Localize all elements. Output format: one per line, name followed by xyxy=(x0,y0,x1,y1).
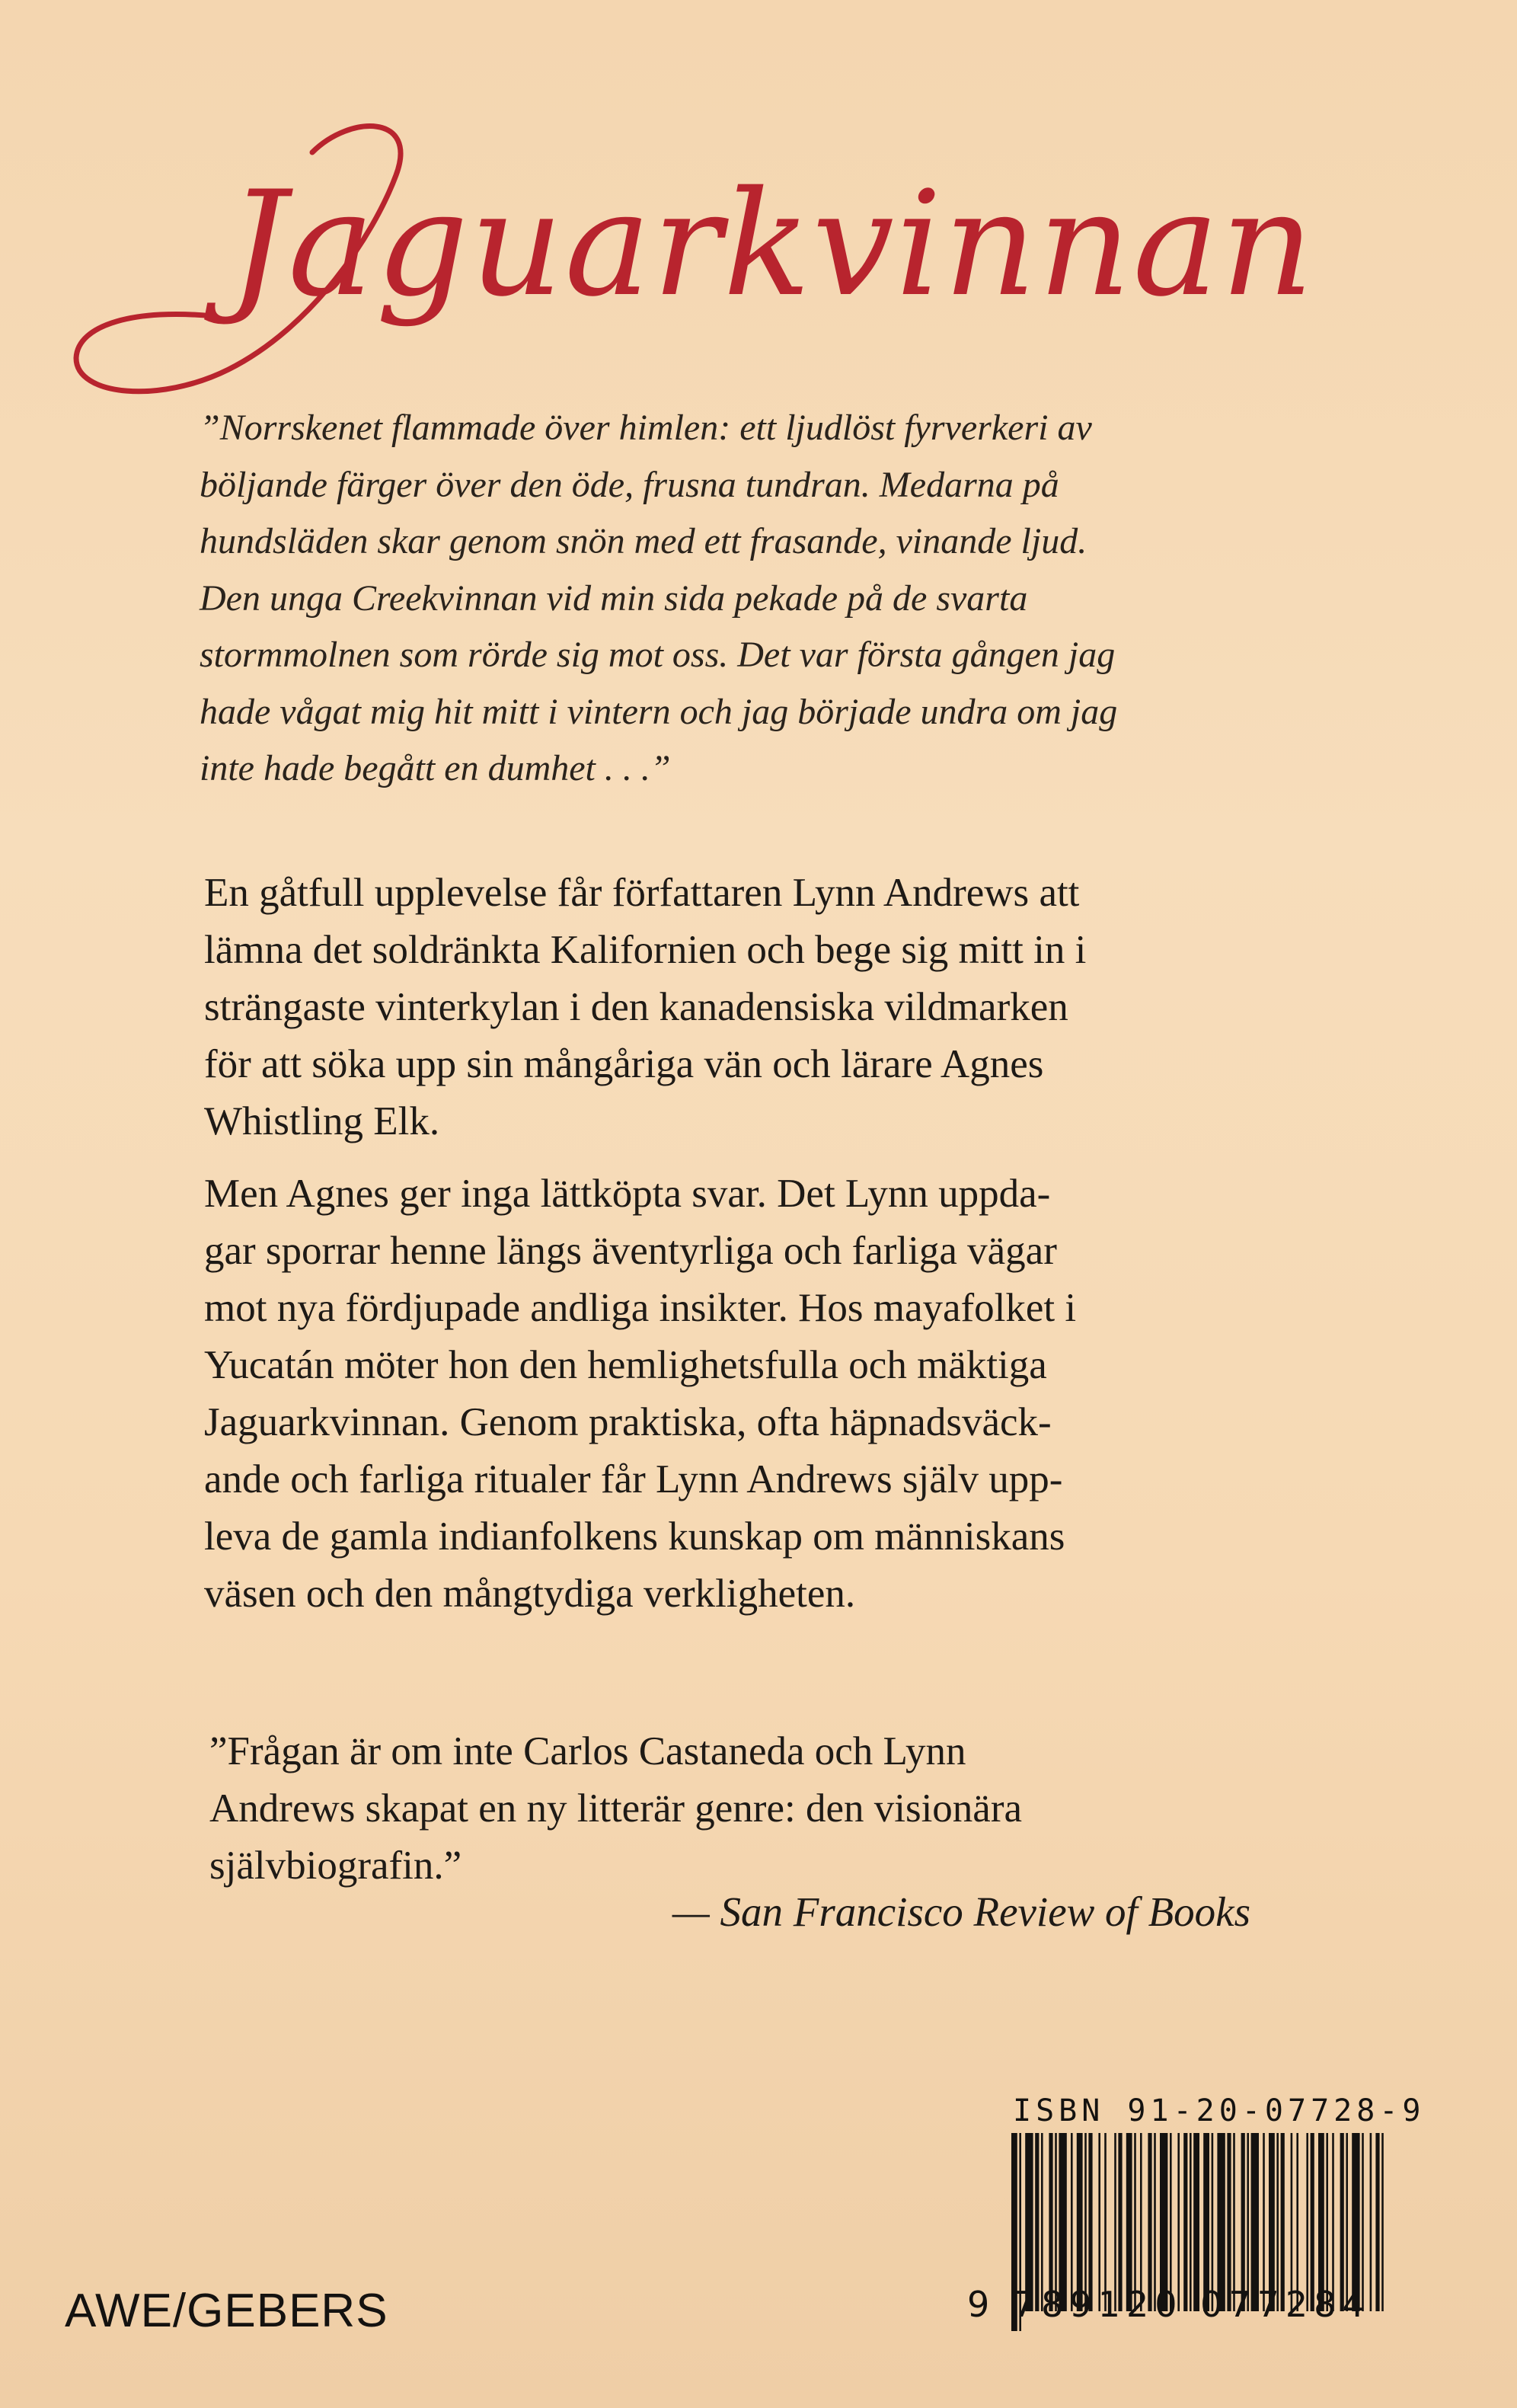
paragraph-line: gar sporrar henne längs äventyrliga och farliga vägar xyxy=(204,1229,1057,1273)
paragraph-line: lämna det soldränkta Kalifornien och bege sig mitt in i xyxy=(204,928,1087,972)
review-source: — San Francisco Review of Books xyxy=(672,1888,1250,1935)
review-line: självbiografin.” xyxy=(209,1844,462,1888)
book-title: Jaguarkvinnan xyxy=(228,160,1316,328)
paragraph-line: mot nya fördjupade andliga insikter. Hos mayafolket i xyxy=(204,1286,1077,1330)
paragraph-line: för att söka upp sin mångåriga vän och lärare Agnes xyxy=(204,1042,1044,1086)
excerpt-line: Den unga Creekvinnan vid min sida pekade på de svarta xyxy=(200,577,1028,619)
paragraph-line: leva de gamla indianfolkens kunskap om människans xyxy=(204,1514,1065,1559)
publisher-logo: AWE/GEBERS xyxy=(65,2285,388,2337)
paragraph-line: Men Agnes ger inga lättköpta svar. Det Lynn uppda- xyxy=(204,1172,1051,1216)
review-quote xyxy=(209,1723,1291,1895)
review-line: ”Frågan är om inte Carlos Castaneda och Lynn xyxy=(209,1729,966,1773)
excerpt-line: stormmolnen som rörde sig mot oss. Det var första gången jag xyxy=(200,635,1116,675)
excerpt-line: hundsläden skar genom snön med ett frasande, vinande ljud. xyxy=(200,521,1087,561)
barcode-digits: 9 789120 077284 xyxy=(967,2284,1371,2325)
barcode-bar xyxy=(1375,2133,1379,2311)
paragraph-line: Yucatán möter hon den hemlighetsfulla och mäktiga xyxy=(204,1343,1047,1387)
paragraph-line: Whistling Elk. xyxy=(204,1099,440,1143)
excerpt-line: hade vågat mig hit mitt i vintern och jag började undra om jag xyxy=(200,691,1118,732)
excerpt-line: böljande färger över den öde, frusna tundran. Medarna på xyxy=(200,464,1059,505)
paragraph-line: ande och farliga ritualer får Lynn Andrews själv upp- xyxy=(204,1457,1063,1501)
paragraph-line: strängaste vinterkylan i den kanadensiska vildmarken xyxy=(204,985,1068,1029)
barcode-bar xyxy=(1381,2133,1384,2311)
paragraph-line: En gåtfull upplevelse får författaren Lynn Andrews att xyxy=(204,871,1080,915)
description-paragraph-1 xyxy=(204,865,1285,1150)
excerpt-line: inte hade begått en dumhet . . .” xyxy=(200,748,671,788)
description-paragraph-2 xyxy=(204,1166,1285,1623)
review-line: Andrews skapat en ny litterär genre: den visionära xyxy=(209,1786,1022,1831)
paragraph-line: väsen och den mångtydiga verkligheten. xyxy=(204,1572,856,1616)
isbn-label: ISBN 91-20-07728-9 xyxy=(1013,2093,1426,2128)
paragraph-line: Jaguarkvinnan. Genom praktiska, ofta häpnadsväck- xyxy=(204,1400,1052,1444)
excerpt-line: ”Norrskenet flammade över himlen: ett ljudlöst fyrverkeri av xyxy=(200,408,1092,448)
excerpt-quote xyxy=(200,400,1266,798)
